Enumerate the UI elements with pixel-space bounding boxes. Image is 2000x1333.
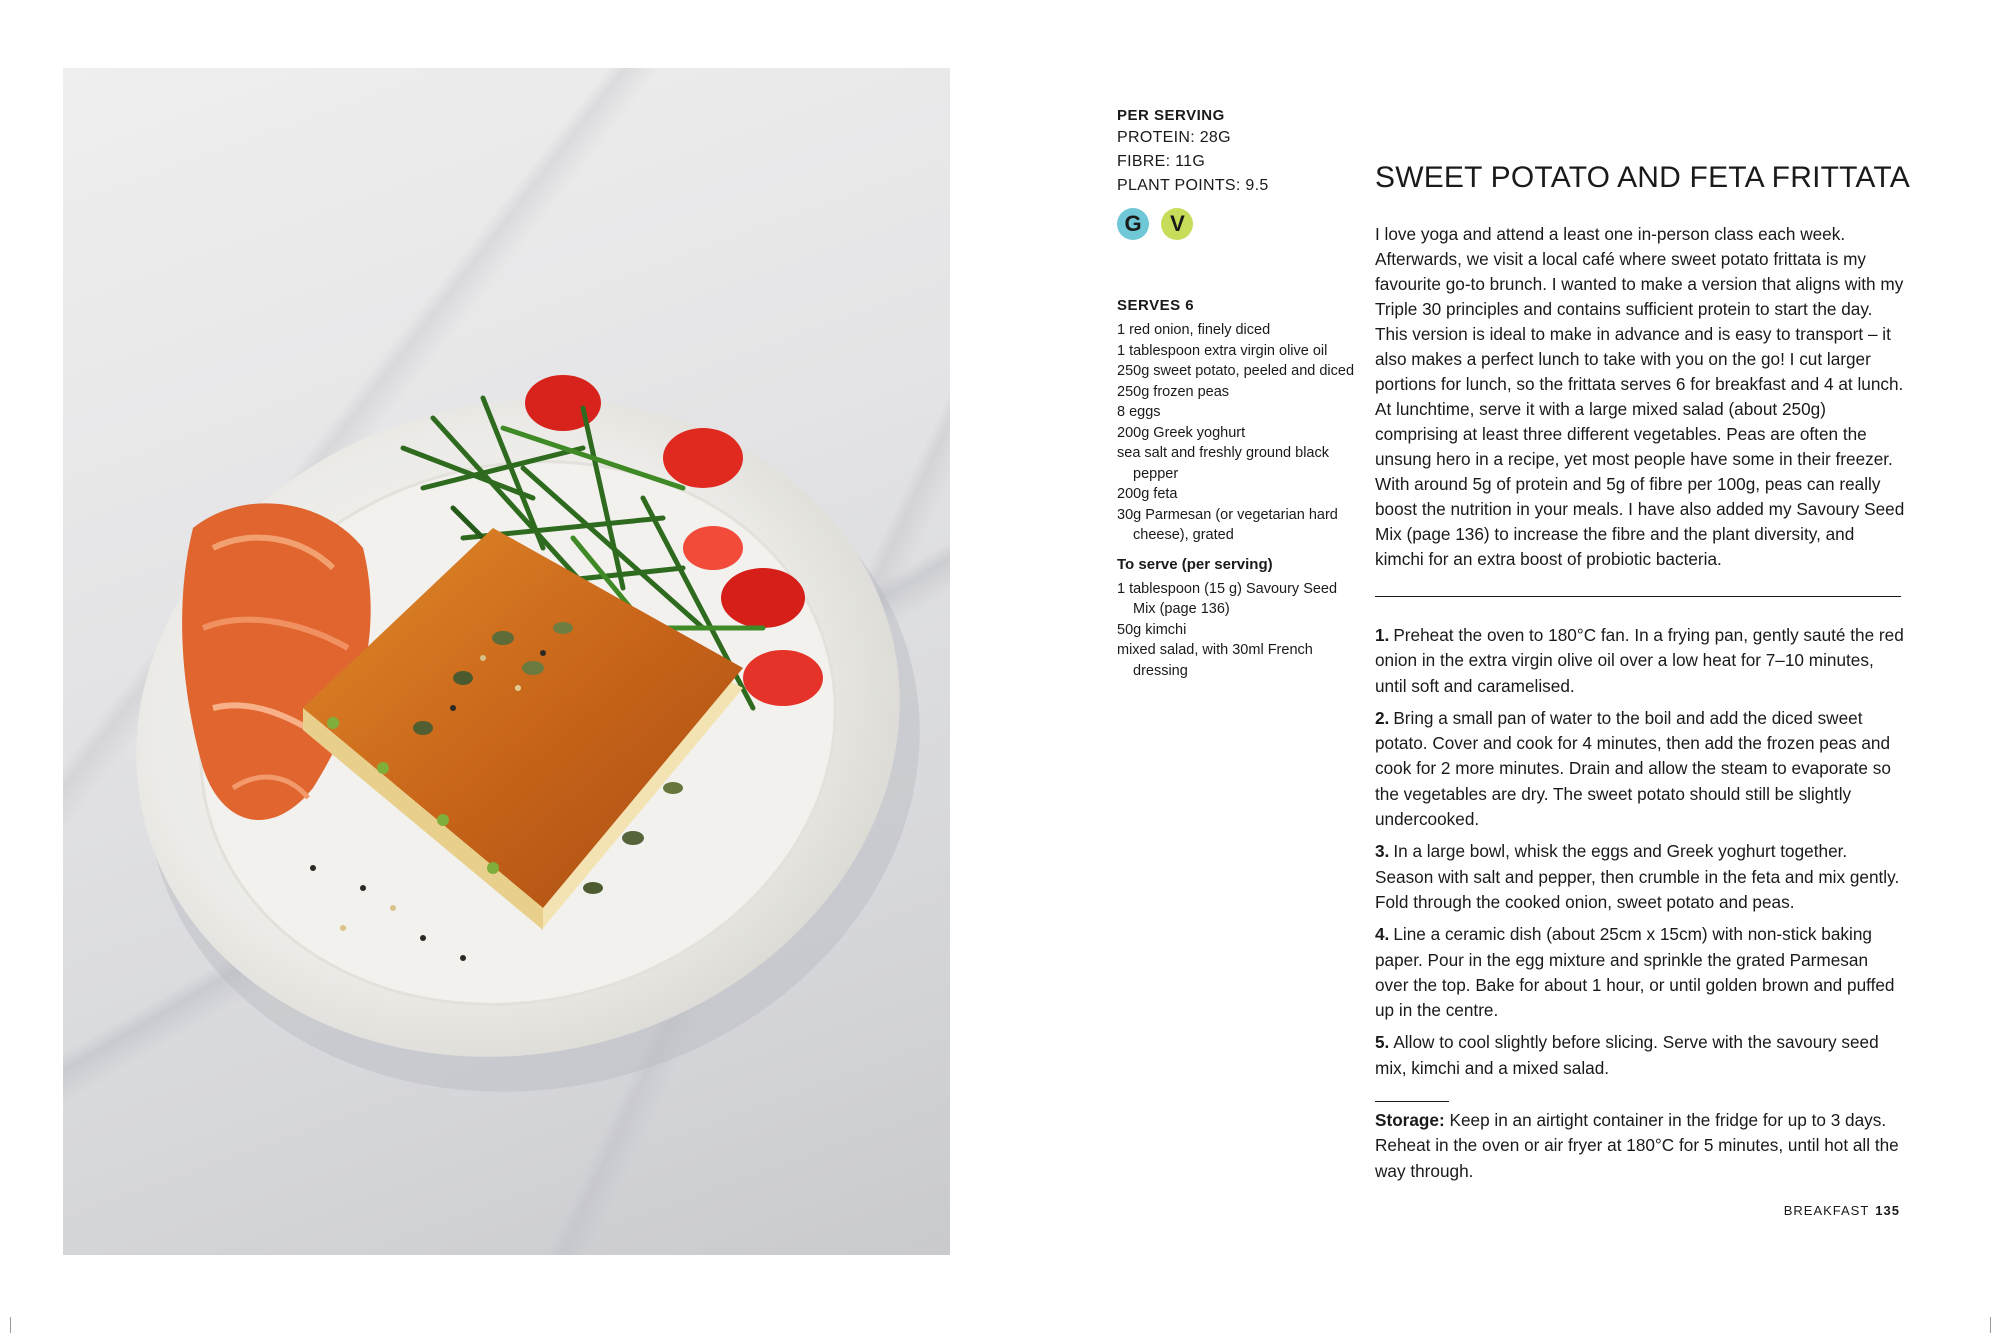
ingredient-item: 30g Parmesan (or vegetarian hard cheese), grated — [1117, 506, 1338, 543]
per-serving-heading: PER SERVING — [1117, 107, 1225, 124]
method-step — [1375, 706, 1905, 832]
nutrition-sidebar — [1117, 106, 1357, 681]
vegetarian-badge: V — [1161, 208, 1193, 240]
ingredient-item: 8 eggs — [1117, 404, 1161, 420]
step-text: Line a ceramic dish (about 25cm x 15cm) with non-stick baking paper. Pour in the egg mixture and sprinkle the grated Parmesan over the top. Bake for about 1 hour, or until golden brown and puffed up in the centre. — [1375, 924, 1895, 1021]
ingredient-item: 200g feta — [1117, 486, 1178, 502]
serve-item: mixed salad, with 30ml French dressing — [1117, 642, 1313, 679]
method-step — [1375, 922, 1905, 1023]
divider — [1375, 596, 1901, 597]
storage-divider — [1375, 1101, 1449, 1102]
recipe-main — [1375, 160, 1910, 1184]
ingredient-item: 1 tablespoon extra virgin olive oil — [1117, 342, 1328, 359]
ingredient-list — [1117, 320, 1357, 546]
method-step — [1375, 1030, 1905, 1081]
to-serve-heading: To serve (per serving) — [1117, 555, 1273, 573]
ingredient-item: 250g sweet potato, peeled and diced — [1117, 363, 1355, 379]
ingredient-item: 200g Greek yoghurt — [1117, 424, 1246, 441]
serve-item: 50g kimchi — [1117, 621, 1187, 638]
gluten-free-badge: G — [1117, 208, 1149, 240]
recipe-intro: I love yoga and attend a least one in-person class each week. Afterwards, we visit a local café where sweet potato frittata is my favourite go-to brunch. I wanted to make a version that aligns with my Triple 30 principles and contains sufficient protein to start the day. This version is ideal to make in advance and is easy to transport – it also makes a perfect lunch to take with you on the go! I cut larger portions for lunch, so the frittata serves 6 for breakfast and 4 at lunch. At lunchtime, serve it with a large mixed salad (about 250g) comprising at least three different vegetables. Peas are often the unsung hero in a recipe, yet most people have some in their freezer. With around 5g of protein and 5g of fibre per 100g, peas can really boost the nutrition in your meals. I have also added my Savoury Seed Mix (page 136) to increase the fibre and the plant diversity, and kimchi for an extra boost of probiotic bacteria. — [1375, 224, 1905, 569]
serve-item: 1 tablespoon (15 g) Savoury Seed Mix (page 136) — [1117, 580, 1338, 617]
frittata-photo-illustration — [63, 68, 950, 1255]
step-text: Preheat the oven to 180°C fan. In a frying pan, gently sauté the red onion in the extra virgin olive oil over a low heat for 7–10 minutes, until soft and caramelised. — [1375, 625, 1904, 696]
step-text: In a large bowl, whisk the eggs and Greek yoghurt together. Season with salt and pepper, then crumble in the feta and mix gently. Fold through the cooked onion, sweet potato and peas. — [1375, 841, 1900, 912]
storage-label: Storage: — [1375, 1110, 1445, 1131]
section-name: BREAKFAST — [1783, 1203, 1870, 1218]
step-number: 3. — [1375, 841, 1390, 862]
storage-text: Keep in an airtight container in the fridge for up to 3 days. Reheat in the oven or air fryer at 180°C for 5 minutes, until hot all the way through. — [1375, 1110, 1899, 1181]
step-number: 5. — [1375, 1032, 1390, 1053]
ingredient-item: sea salt and freshly ground black pepper — [1117, 445, 1329, 482]
protein-value: PROTEIN: 28G — [1117, 129, 1231, 146]
fibre-value: FIBRE: 11G — [1117, 153, 1206, 170]
diet-badges — [1117, 208, 1357, 242]
step-number: 2. — [1375, 707, 1390, 728]
ingredient-item: 250g frozen peas — [1117, 383, 1230, 400]
serves-heading: SERVES 6 — [1117, 297, 1195, 314]
ingredient-item: 1 red onion, finely diced — [1117, 322, 1271, 338]
step-number: 4. — [1375, 924, 1390, 945]
serve-list — [1117, 579, 1357, 682]
method-steps — [1375, 623, 1905, 1081]
recipe-photo — [63, 68, 950, 1255]
crop-mark — [10, 1317, 11, 1333]
page-number: 135 — [1875, 1203, 1900, 1218]
method-step — [1375, 839, 1905, 915]
step-number: 1. — [1375, 625, 1390, 645]
plant-points-value: PLANT POINTS: 9.5 — [1117, 177, 1269, 194]
storage-note — [1375, 1108, 1905, 1184]
page-footer — [1600, 1203, 1900, 1218]
method-step — [1375, 623, 1905, 699]
step-text: Bring a small pan of water to the boil and add the diced sweet potato. Cover and cook for 4 minutes, then add the frozen peas and cook for 2 more minutes. Drain and allow the steam to evaporate so the vegetables are dry. The sweet potato should still be slightly undercooked. — [1375, 707, 1891, 830]
step-text: Allow to cool slightly before slicing. Serve with the savoury seed mix, kimchi and a mixed salad. — [1375, 1032, 1879, 1078]
crop-mark — [1990, 1317, 1991, 1333]
recipe-title: SWEET POTATO AND FETA FRITTATA — [1375, 161, 1910, 194]
